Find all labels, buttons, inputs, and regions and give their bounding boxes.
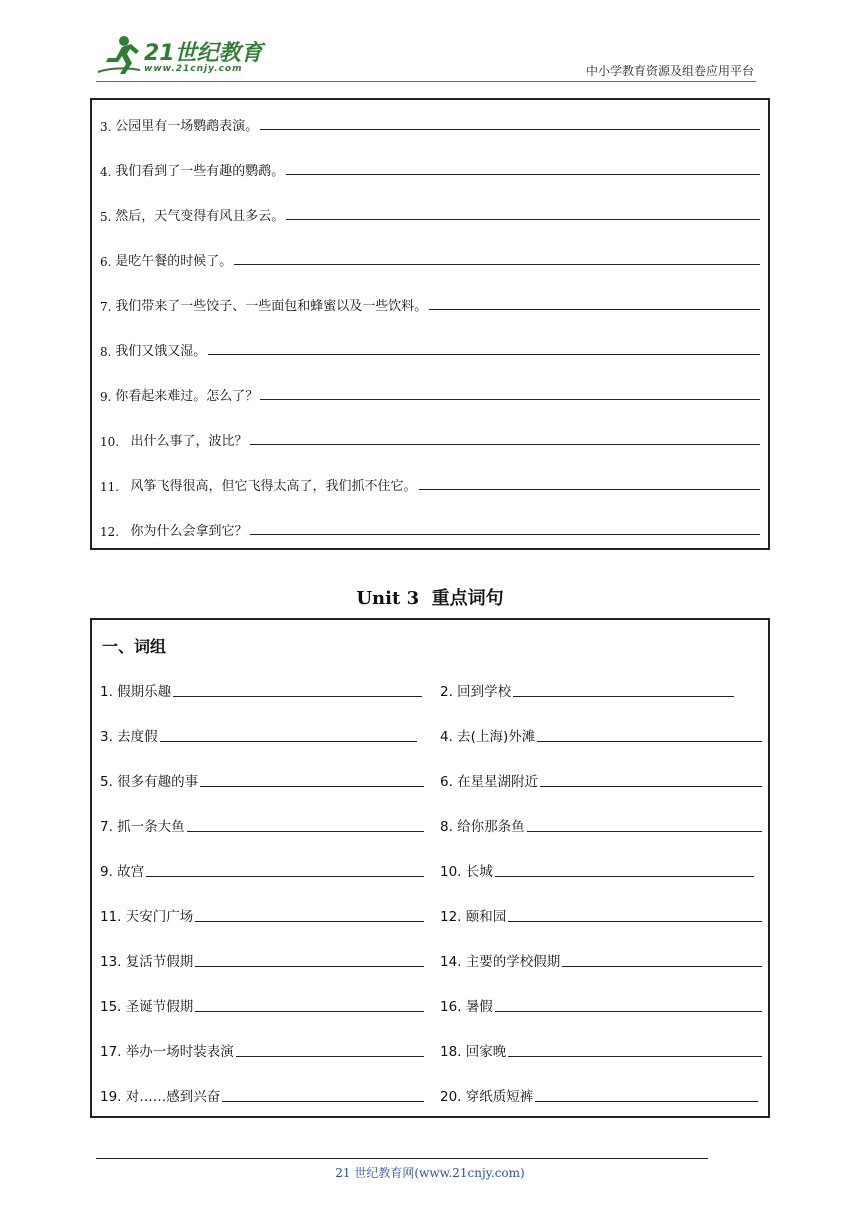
answer-blank[interactable]: [146, 875, 424, 877]
phrase-label: 1. 假期乐趣: [100, 684, 172, 700]
sentence-text: 你为什么会拿到它？: [130, 524, 248, 539]
phrase-item: [100, 993, 424, 1015]
phrase-label: 10. 长城: [440, 864, 493, 880]
phrase-item: [440, 723, 762, 745]
answer-blank[interactable]: [508, 920, 762, 922]
phrase-item: [440, 813, 762, 835]
phrase-item: [440, 1038, 762, 1060]
answer-blank[interactable]: [195, 965, 424, 967]
answer-blank[interactable]: [234, 263, 760, 265]
answer-blank[interactable]: [419, 488, 760, 490]
phrase-label: 5. 很多有趣的事: [100, 774, 199, 790]
sentence-row: [100, 380, 760, 404]
answer-blank[interactable]: [562, 965, 762, 967]
phrase-item: [100, 858, 424, 880]
sentence-text: 是吃午餐的时候了。: [115, 254, 233, 269]
phrase-item: [100, 948, 424, 970]
phrase-item: [100, 723, 417, 745]
answer-blank[interactable]: [200, 785, 424, 787]
phrase-label: 6. 在星星湖附近: [440, 774, 539, 790]
platform-name: 中小学教育资源及组卷应用平台: [585, 64, 754, 78]
sentence-number: 3.: [100, 120, 116, 134]
sentence-number: 8.: [100, 345, 116, 359]
sentence-text: 你看起来难过。怎么了？: [115, 389, 259, 404]
answer-blank[interactable]: [260, 128, 760, 130]
header-divider: [96, 81, 756, 82]
answer-blank[interactable]: [495, 875, 754, 877]
phrase-item: [440, 858, 754, 880]
sentence-number: 12.: [100, 525, 131, 539]
sentence-row: [100, 245, 760, 269]
answer-blank[interactable]: [495, 1010, 762, 1012]
sentence-text: 风筝飞得很高，但它飞得太高了，我们抓不住它。: [130, 479, 417, 494]
sentence-text: 出什么事了，波比？: [130, 434, 248, 449]
phrase-label: 4. 去(上海)外滩: [440, 729, 536, 745]
phrase-label: 2. 回到学校: [440, 684, 512, 700]
sentence-number: 6.: [100, 255, 116, 269]
phrase-item: [440, 993, 762, 1015]
logo-url: www.21cnjy.com: [144, 64, 243, 74]
sentence-row: [100, 200, 760, 224]
phrase-item: [100, 1083, 424, 1105]
answer-blank[interactable]: [513, 695, 734, 697]
phrase-item: [440, 903, 762, 925]
sentence-number: 5.: [100, 210, 116, 224]
sentence-row: [100, 110, 760, 134]
phrases-box: [90, 618, 770, 1118]
sentence-number: 9.: [100, 390, 116, 404]
answer-blank[interactable]: [250, 533, 760, 535]
sentence-row: [100, 425, 760, 449]
logo-text: 21世纪教育: [144, 41, 263, 66]
section-title-text: 重点词句: [431, 588, 504, 609]
answer-blank[interactable]: [540, 785, 762, 787]
sentence-translation-box: [90, 98, 770, 550]
answer-blank[interactable]: [537, 740, 762, 742]
section-title-unit: Unit 3: [356, 588, 420, 609]
sentence-number: 4.: [100, 165, 116, 179]
answer-blank[interactable]: [173, 695, 422, 697]
phrase-item: [440, 678, 734, 700]
phrase-item: [100, 768, 424, 790]
answer-blank[interactable]: [286, 173, 760, 175]
phrase-label: 11. 天安门广场: [100, 909, 194, 925]
answer-blank[interactable]: [208, 353, 760, 355]
answer-blank[interactable]: [195, 920, 424, 922]
answer-blank[interactable]: [195, 1010, 424, 1012]
sentence-row: [100, 335, 760, 359]
phrase-label: 7. 抓一条大鱼: [100, 819, 185, 835]
sentence-row: [100, 290, 760, 314]
answer-blank[interactable]: [187, 830, 424, 832]
runner-logo-icon: [96, 34, 142, 78]
phrase-label: 18. 回家晚: [440, 1044, 507, 1060]
phrase-label: 16. 暑假: [440, 999, 493, 1015]
answer-blank[interactable]: [429, 308, 760, 310]
answer-blank[interactable]: [527, 830, 762, 832]
answer-blank[interactable]: [286, 218, 760, 220]
answer-blank[interactable]: [222, 1100, 424, 1102]
phrase-item: [440, 948, 762, 970]
sentence-text: 我们看到了一些有趣的鹦鹉。: [115, 164, 285, 179]
phrase-item: [100, 1038, 424, 1060]
phrase-label: 12. 颐和园: [440, 909, 507, 925]
sentence-row: [100, 155, 760, 179]
sentence-text: 公园里有一场鹦鹉表演。: [115, 119, 259, 134]
phrase-item: [100, 678, 422, 700]
phrase-label: 3. 去度假: [100, 729, 158, 745]
phrases-heading: 一、词组: [102, 637, 167, 656]
phrase-label: 17. 举办一场时装表演: [100, 1044, 234, 1060]
phrase-label: 13. 复活节假期: [100, 954, 194, 970]
phrase-item: [440, 768, 762, 790]
sentence-text: 我们带来了一些饺子、一些面包和蜂蜜以及一些饮料。: [115, 299, 428, 314]
sentence-number: 10.: [100, 435, 131, 449]
section-title: [0, 584, 860, 610]
answer-blank[interactable]: [160, 740, 417, 742]
phrase-label: 19. 对……感到兴奋: [100, 1089, 221, 1105]
sentence-row: [100, 470, 760, 494]
phrase-label: 9. 故宫: [100, 864, 145, 880]
footer-text: 21 世纪教育网(www.21cnjy.com): [335, 1166, 525, 1180]
answer-blank[interactable]: [236, 1055, 424, 1057]
phrase-item: [440, 1083, 758, 1105]
phrase-item: [100, 813, 424, 835]
sentence-number: 11.: [100, 480, 131, 494]
answer-blank[interactable]: [250, 443, 760, 445]
logo: [96, 34, 266, 78]
sentence-number: 7.: [100, 300, 116, 314]
phrase-item: [100, 903, 424, 925]
footer-divider: [96, 1158, 708, 1159]
phrase-label: 14. 主要的学校假期: [440, 954, 561, 970]
phrase-label: 15. 圣诞节假期: [100, 999, 194, 1015]
answer-blank[interactable]: [535, 1100, 758, 1102]
phrase-label: 8. 给你那条鱼: [440, 819, 525, 835]
sentence-row: [100, 515, 760, 539]
page-header: [0, 0, 860, 90]
answer-blank[interactable]: [260, 398, 760, 400]
phrase-label: 20. 穿纸质短裤: [440, 1089, 534, 1105]
sentence-text: 然后，天气变得有风且多云。: [115, 209, 285, 224]
sentence-text: 我们又饿又湿。: [115, 344, 207, 359]
answer-blank[interactable]: [508, 1055, 762, 1057]
